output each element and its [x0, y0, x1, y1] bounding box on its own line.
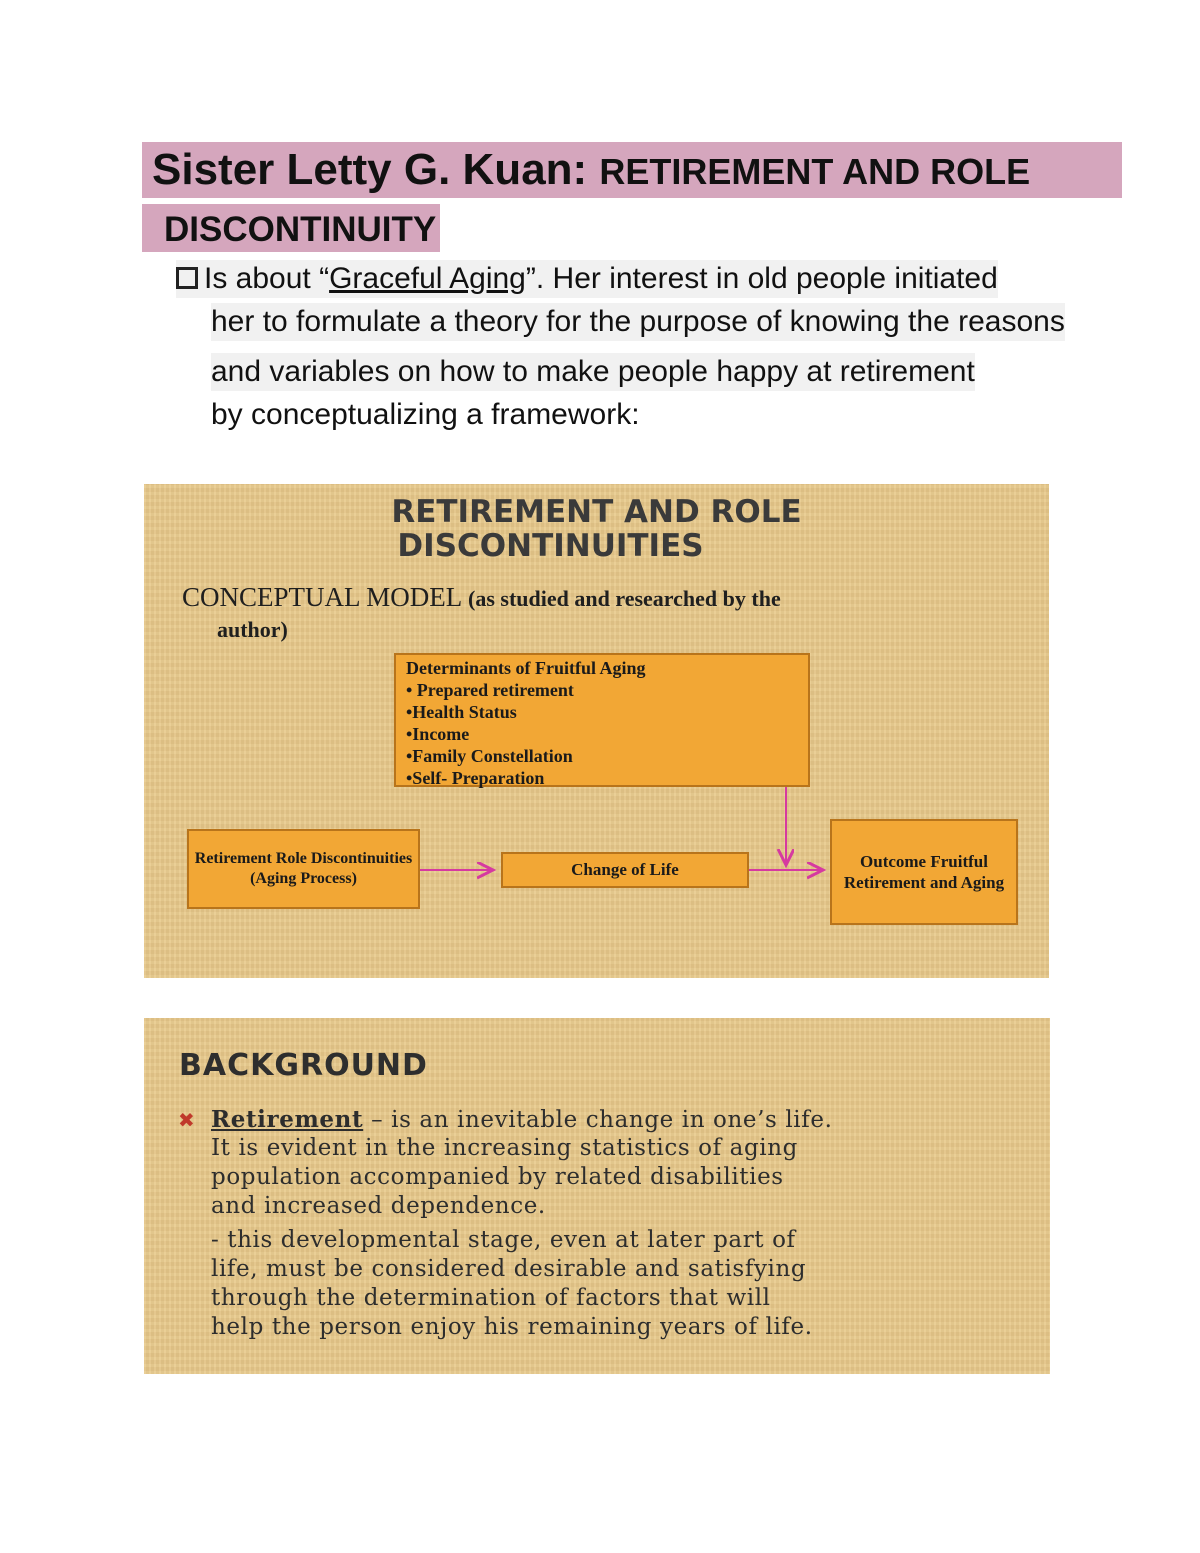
- x-bullet-icon: ✖: [178, 1108, 195, 1132]
- background-slide: [144, 1018, 1050, 1374]
- determinant-item: •Self- Preparation: [406, 768, 545, 788]
- page-title-continued: DISCONTINUITY: [142, 204, 440, 252]
- graceful-aging-link[interactable]: Graceful Aging: [329, 262, 526, 295]
- subtitle-note-continued: author): [217, 617, 288, 642]
- background-line-7: through the determination of factors that will: [211, 1285, 771, 1311]
- background-line-8: help the person enjoy his remaining years of life.: [211, 1314, 813, 1340]
- background-line-2: It is evident in the increasing statistics of aging: [211, 1135, 798, 1161]
- subtitle-main: CONCEPTUAL MODEL: [182, 582, 462, 612]
- subtitle-note: (as studied and researched by the: [468, 586, 781, 611]
- paragraph-line-3: and variables on how to make people happy at retirement: [211, 353, 975, 391]
- title-topic: RETIREMENT AND ROLE: [599, 151, 1031, 192]
- retirement-term: Retirement: [211, 1106, 364, 1133]
- paragraph-line-4: by conceptualizing a framework:: [211, 398, 640, 431]
- background-line-5: - this developmental stage, even at later part of: [211, 1227, 796, 1253]
- conceptual-model-slide: [144, 484, 1049, 978]
- outcome-box: [830, 819, 1018, 925]
- background-text: – is an inevitable change in one’s life.: [363, 1107, 833, 1133]
- determinant-item: •Health Status: [406, 702, 517, 722]
- determinant-item: •Income: [406, 724, 470, 744]
- determinants-heading: Determinants of Fruitful Aging: [406, 658, 646, 678]
- background-line-3: population accompanied by related disabilities: [211, 1164, 784, 1190]
- checkbox-bullet-icon: [176, 267, 198, 289]
- paragraph-line-2: her to formulate a theory for the purpose of knowing the reasons: [211, 303, 1065, 341]
- change-of-life-box: [501, 852, 749, 888]
- determinant-item: •Family Constellation: [406, 746, 573, 766]
- page-title: [142, 142, 1122, 198]
- slide-title-line-1: RETIREMENT AND ROLE: [391, 494, 802, 530]
- slide-title-line-2: DISCONTINUITIES: [397, 528, 704, 564]
- background-title: BACKGROUND: [179, 1048, 428, 1083]
- title-author-name: Sister Letty G. Kuan:: [152, 145, 588, 194]
- background-line-4: and increased dependence.: [211, 1193, 546, 1219]
- retirement-role-label: Retirement Role Discontinuities (Aging Process): [194, 850, 413, 887]
- outcome-label: Outcome Fruitful Retirement and Aging: [843, 852, 1005, 892]
- paragraph-line-1: [176, 260, 998, 298]
- paragraph-text: ”. Her interest in old people initiated: [525, 262, 998, 295]
- retirement-role-box: [187, 829, 420, 909]
- determinants-box: [394, 653, 810, 787]
- determinant-item: • Prepared retirement: [406, 680, 574, 700]
- paragraph-text: Is about “: [204, 262, 330, 295]
- background-line-6: life, must be considered desirable and satisfying: [211, 1256, 807, 1282]
- background-line-1: [211, 1105, 833, 1135]
- change-of-life-label: Change of Life: [571, 860, 679, 879]
